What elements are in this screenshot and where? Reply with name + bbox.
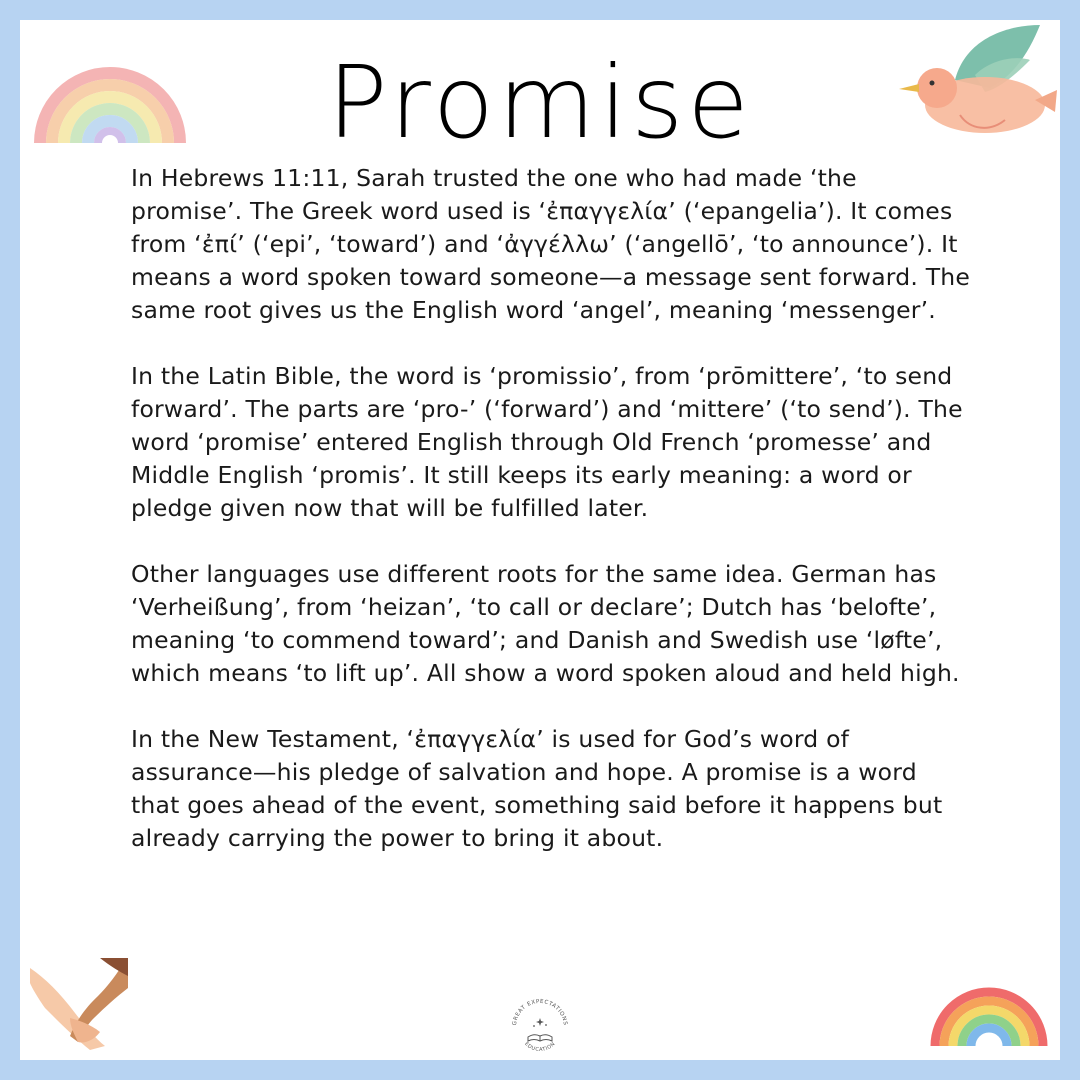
logo-top-text: GREAT EXPECTATIONS: [511, 998, 569, 1026]
logo-bottom-text: EDUCATION: [523, 1041, 557, 1054]
paragraph: Other languages use different roots for the same idea. German has ‘Verheißung’, from ‘heizan’, ‘to call or declare’; Dutch has ‘belofte’, meaning ‘to commend toward’; and Danish and Swedish use ‘løfte’, which means ‘to lift up’. All show a word spoken aloud and held high.: [131, 560, 960, 687]
holding-hands-icon: [30, 958, 130, 1053]
rainbow-icon: [930, 968, 1048, 1048]
paragraph: In the Latin Bible, the word is ‘promissio’, from ‘prōmittere’, ‘to send forward’. The parts are ‘pro-’ (‘forward’) and ‘mittere’ (‘to send’). The word ‘promise’ entered English through Old French ‘promesse’ and Middle English ‘promis’. It still keeps its early meaning: a word or pledge given now that will be fulfilled later.: [131, 362, 963, 522]
svg-text:EDUCATION: [523, 1041, 557, 1053]
article-body: [131, 162, 971, 888]
paragraph: In Hebrews 11:11, Sarah trusted the one who had made ‘the promise’. The Greek word used is ‘ἐπαγγελία’ (‘epangelia’). It comes from ‘ἐπί’ (‘epi’, ‘toward’) and ‘ἀγγέλλω’ (‘angellō’, ‘to announce’). It means a word spoken toward someone—a message sent forward. The same root gives us the English word ‘angel’, meaning ‘messenger’.: [131, 164, 971, 324]
page-title: Promise: [327, 44, 753, 161]
open-book-logo-icon: [508, 995, 572, 1059]
dove-icon: [895, 20, 1060, 145]
page-frame: [20, 20, 1060, 1060]
paragraph: In the New Testament, ‘ἐπαγγελία’ is used for God’s word of assurance—his pledge of salvation and hope. A promise is a word that goes ahead of the event, something said before it happens but already carrying the power to bring it about.: [131, 725, 943, 852]
